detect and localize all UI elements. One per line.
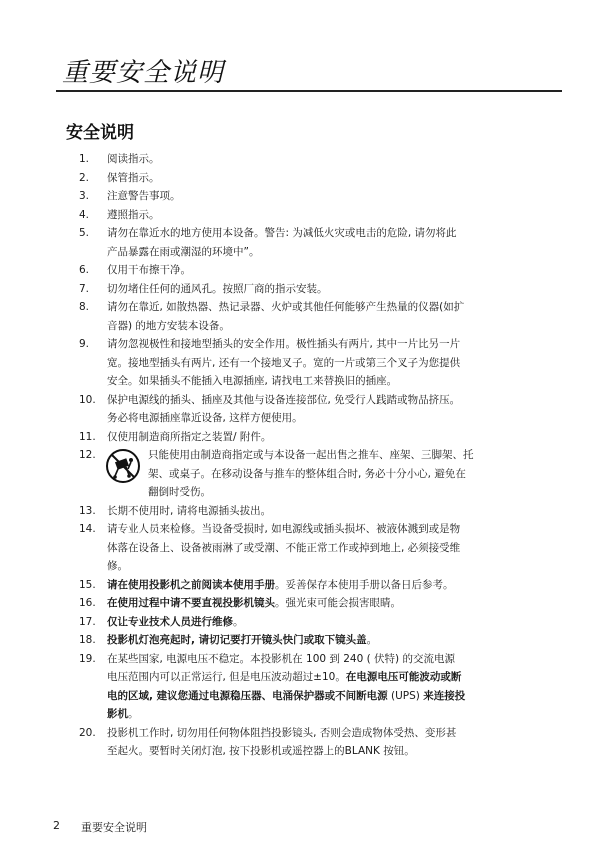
list-item-number: 20. [79,726,96,739]
text-segment: 产品暴露在雨或潮湿的环境中”。 [107,245,260,258]
text-segment: 请专业人员来检修。当设备受损时, 如电源线或插头损坏、被液体溅到或是物 [107,523,461,535]
text-segment: 至起火。要暂时关闭灯泡, 按下投影机或遥控器上的BLANK 按钮。 [107,745,415,757]
text-line [107,409,562,428]
text-segment: 保护电源线的插头、插座及其他与设备连接部位, 免受行人践踏或物品挤压。 [107,393,461,406]
bold-text-segment: 在电源电压可能波动或断 [345,671,462,683]
section-heading: 安全说明 [66,123,134,143]
text-line [107,280,562,299]
list-item-text [107,206,562,225]
text-line [107,372,562,391]
text-segment: 保管指示。 [107,171,160,184]
list-item-text [107,631,562,650]
list-item-number: 5. [79,227,90,239]
text-segment: 请勿在靠近, 如散热器、热记录器、火炉或其他任何能够产生热量的仪器(如扩 [107,301,465,313]
list-item-number: 16. [79,597,96,609]
text-segment: 修。 [107,560,128,572]
text-line [107,742,562,761]
text-line [107,261,562,280]
list-item-text [107,391,562,428]
list-item-number: 12. [79,449,96,461]
footer-text: 重要安全说明 [81,821,147,834]
list-item-number: 8. [79,301,90,313]
text-segment: 请勿在靠近水的地方使用本设备。警告: 为减低火灾或电击的危险, 请勿将此 [107,227,457,239]
list-item-text [107,594,562,613]
text-segment: 在某些国家, 电源电压不稳定。本投影机在 100 到 240 ( 伏特) 的交流电源 [107,652,455,665]
list-item-text [107,224,562,261]
text-line [107,594,562,613]
text-line [148,483,562,502]
text-segment: 架、或桌子。在移动设备与推车的整体组合时, 务必十分小心, 避免在 [148,467,466,480]
text-segment: 仅用干布擦干净。 [107,264,191,276]
text-line [107,428,562,447]
bold-text-segment: 来连接投 [423,689,466,702]
text-segment: (UPS) [387,689,424,702]
list-item-text [107,187,562,206]
text-line [107,243,562,262]
list-item-number: 1. [79,153,90,165]
text-segment: 。强光束可能会损害眼睛。 [275,597,401,609]
list-item-text [107,576,562,595]
list-item-number: 15. [79,578,96,591]
text-line [107,687,562,706]
text-segment: 。 [128,708,139,720]
text-segment: 。妥善保存本使用手册以备日后参考。 [275,578,454,591]
text-segment: 。 [366,634,378,646]
text-segment: 仅使用制造商所指定之装置/ 附件。 [107,430,272,443]
text-line [107,724,562,743]
text-segment: 长期不使用时, 请将电源插头拔出。 [107,504,272,517]
list-item-number: 9. [79,338,90,350]
bold-text-segment: 在使用过程中请不要直视投影机镜头 [107,597,275,609]
list-item-text [107,428,562,447]
bold-text-segment: 仅让专业技术人员进行维修 [107,615,233,628]
list-item-text [107,150,562,169]
text-line [107,335,562,354]
bold-text-segment: 投影机灯泡亮起时, 请切记要打开镜头快门或取下镜头盖 [107,634,367,646]
list-item-text [107,335,562,391]
text-line [107,520,562,539]
text-segment: 安全。如果插头不能插入电源插座, 请找电工来替换旧的插座。 [107,375,398,387]
text-line [107,705,562,724]
text-line [107,224,562,243]
text-line [107,539,562,558]
list-item-text [107,261,562,280]
list-item-number: 7. [79,282,90,295]
list-item-text [148,446,562,502]
list-item-text [107,613,562,632]
text-line [107,187,562,206]
cart-tip-over-warning-icon [105,448,141,484]
text-line [148,465,562,484]
text-segment: 请勿忽视极性和接地型插头的安全作用。极性插头有两片, 其中一片比另一片 [107,338,461,350]
text-line [107,206,562,225]
footer-page-number: 2 [53,819,60,832]
text-segment: 只能使用由制造商指定或与本设备一起出售之推车、座架、三脚架、托 [148,449,474,461]
page-title: 重要安全说明 [62,58,225,88]
text-line [107,557,562,576]
text-segment: 宽。接地型插头有两片, 还有一个接地叉子。宽的一片或第三个叉子为您提供 [107,356,461,369]
list-item-text [107,298,562,335]
text-segment: 切勿堵住任何的通风孔。按照厂商的指示安装。 [107,282,328,295]
list-item-text [107,280,562,299]
bold-text-segment: 影机 [107,708,128,720]
title-rule [56,90,562,92]
list-item-text [107,650,562,724]
text-segment: 务必将电源插座靠近设备, 这样方便使用。 [107,412,303,424]
list-item-number: 19. [79,652,96,665]
text-line [107,650,562,669]
text-segment: 注意警告事项。 [107,190,181,202]
text-line [107,613,562,632]
list-item-number: 18. [79,634,96,646]
list-item-number: 2. [79,171,90,184]
list-item-number: 13. [79,504,96,517]
text-line [107,391,562,410]
list-item-text [107,520,562,576]
bold-text-segment: 电的区域, 建议您通过电源稳压器、电涌保护器或不间断电源 [107,689,388,702]
list-item-number: 17. [79,615,96,628]
text-segment: 遵照指示。 [107,208,160,221]
text-segment: 。 [233,615,244,628]
text-line [107,631,562,650]
text-segment: 音器) 的地方安装本设备。 [107,319,230,332]
list-item-text [107,502,562,521]
bold-text-segment: 请在使用投影机之前阅读本使用手册 [107,578,275,591]
text-line [107,317,562,336]
list-item-number: 3. [79,190,90,202]
text-line [107,169,562,188]
list-item-text [107,169,562,188]
list-item-number: 14. [79,523,96,535]
text-line [107,298,562,317]
list-item-number: 10. [79,393,96,406]
text-line [107,354,562,373]
list-item-number: 11. [79,430,96,443]
text-segment: 阅读指示。 [107,153,160,165]
text-line [148,446,562,465]
list-item-number: 4. [79,208,90,221]
list-item-text [107,724,562,761]
text-line [107,502,562,521]
list-item-number: 6. [79,264,90,276]
text-line [107,668,562,687]
text-line [107,150,562,169]
text-segment: 投影机工作时, 切勿用任何物体阻挡投影镜头, 否则会造成物体受热、变形甚 [107,726,457,739]
text-segment: 电压范围内可以正常运行, 但是电压波动超过±10。 [107,671,346,683]
text-segment: 翻倒时受伤。 [148,486,211,498]
text-line [107,576,562,595]
text-segment: 体落在设备上、设备被雨淋了或受潮、不能正常工作或掉到地上, 必须接受维 [107,541,461,554]
